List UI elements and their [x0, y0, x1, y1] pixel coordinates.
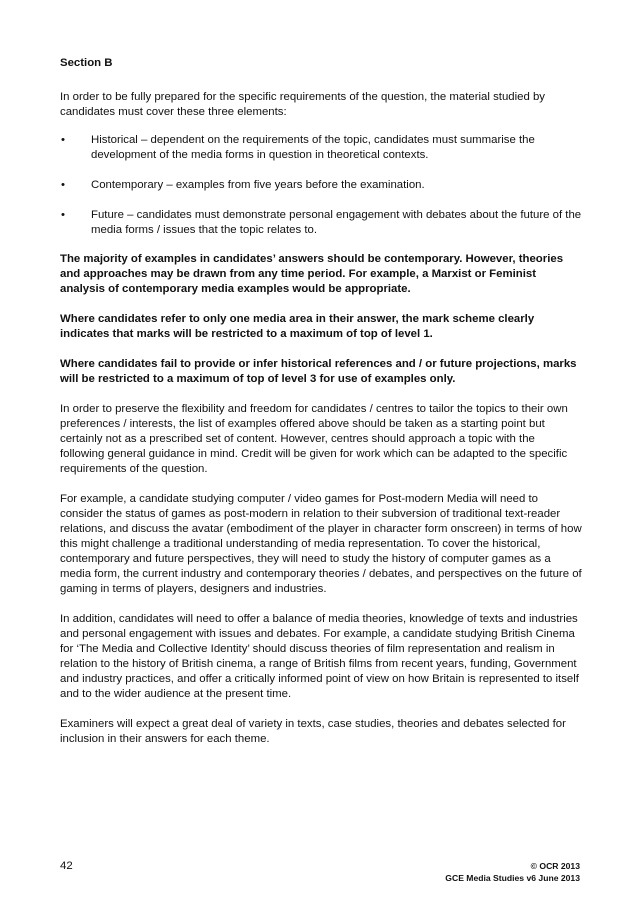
- page-number: 42: [60, 860, 73, 872]
- bullet-icon: •: [61, 209, 65, 221]
- list-item-historical: [60, 133, 582, 163]
- bold-paragraph-contemporary: The majority of examples in candidates’ answers should be contemporary. However, theories and approaches may be drawn from any time period. For example, a Marxist or Feminist analysis of contemporary media examples would be appropriate.: [60, 253, 564, 295]
- bullet-icon: •: [61, 134, 65, 146]
- document-title: GCE Media Studies v6 June 2013: [445, 873, 580, 883]
- paragraph-games-example: For example, a candidate studying computer / video games for Post-modern Media will need to consider the status of games as post-modern in relation to their subversion of traditional text-reader relations, and discuss the avatar (embodiment of the player in character form onscreen) in terms of how this might challenge a traditional understanding of media representation. To cover the historical, contemporary and future perspectives, they will need to study the history of computer games as a media form, the current industry and contemporary theories / debates, and perspectives on the future of gaming in terms of players, designers and industries.: [60, 493, 582, 595]
- list-item-text: Contemporary – examples from five years before the examination.: [91, 179, 425, 191]
- bold-paragraph-historical-references: Where candidates fail to provide or infer historical references and / or future projections, marks will be restricted to a maximum of top of level 3 for use of examples only.: [60, 358, 577, 385]
- copyright-notice: © OCR 2013: [530, 861, 580, 871]
- elements-list: [60, 133, 582, 238]
- list-item-text: Future – candidates must demonstrate personal engagement with debates about the future of the media forms / issues that the topic relates to.: [91, 209, 582, 236]
- paragraph-flexibility: In order to preserve the flexibility and freedom for candidates / centres to tailor the topics to their own preferences / interests, the list of examples offered above should be taken as a starting point but certainly not as a prescribed set of content. However, centres should approach a topic with the following general guidance in mind. Credit will be given for work which can be adapted to the specific requirements of the question.: [60, 403, 568, 475]
- paragraph-british-cinema: In addition, candidates will need to offer a balance of media theories, knowledge of texts and industries and personal engagement with issues and debates. For example, a candidate studying British Cinema for ‘The Media and Collective Identity’ should discuss theories of film representation and realism in relation to the history of British cinema, a range of British films from recent years, funding, Government and industry practices, and offer a critically informed point of view on how Britain is represented to itself and to the wider audience at the present time.: [60, 613, 579, 700]
- footer-info: [445, 860, 580, 884]
- bullet-icon: •: [61, 179, 65, 191]
- paragraph-examiners: Examiners will expect a great deal of variety in texts, case studies, theories and debates selected for inclusion in their answers for each theme.: [60, 718, 566, 745]
- bold-paragraph-one-media-area: Where candidates refer to only one media area in their answer, the mark scheme clearly indicates that marks will be restricted to a maximum of top of level 1.: [60, 313, 535, 340]
- list-item-future: [60, 208, 582, 238]
- intro-paragraph: In order to be fully prepared for the specific requirements of the question, the material studied by candidates must cover these three elements:: [60, 91, 546, 118]
- page-content: [60, 56, 582, 762]
- list-item-contemporary: [60, 178, 582, 193]
- list-item-text: Historical – dependent on the requirements of the topic, candidates must summarise the development of the media forms in question in theoretical contexts.: [91, 134, 535, 161]
- section-heading: Section B: [60, 57, 113, 69]
